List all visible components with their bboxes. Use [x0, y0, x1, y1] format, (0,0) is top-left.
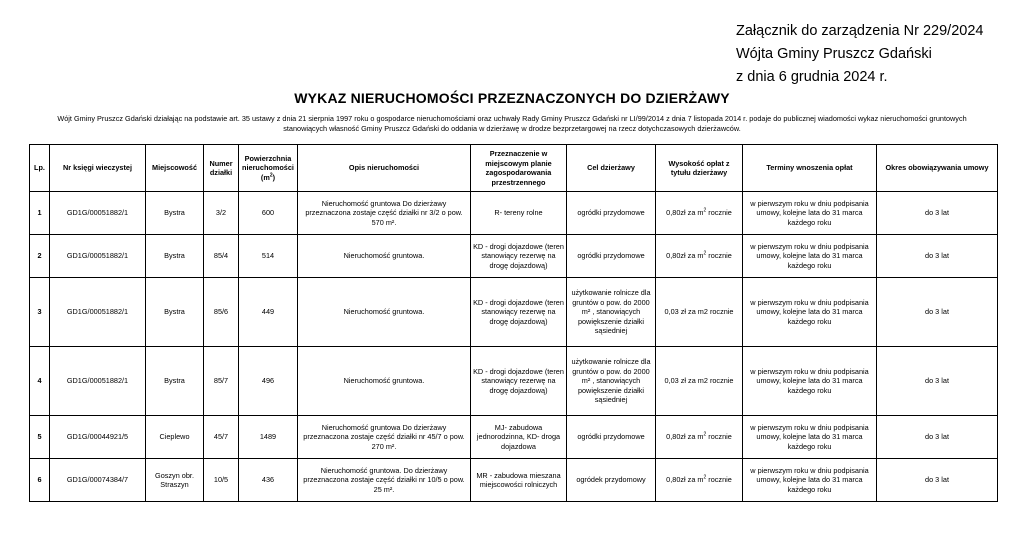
- cell-plot-number: 45/7: [204, 416, 239, 459]
- cell-description: Nieruchomość gruntowa.: [298, 235, 471, 278]
- cell-lease-fee: 0,80zł za $m^2$ rocznie: [656, 192, 743, 235]
- cell-description: Nieruchomość gruntowa.: [298, 278, 471, 347]
- cell-locality: Cieplewo: [146, 416, 204, 459]
- header-locality: Miejscowość: [146, 145, 204, 192]
- cell-payment-terms: w pierwszym roku w dniu podpisania umowy, kolejne lata do 31 marca każdego roku: [743, 459, 877, 502]
- cell-contract-period: do 3 lat: [877, 347, 998, 416]
- table-row: [30, 192, 998, 235]
- cell-payment-terms: w pierwszym roku w dniu podpisania umowy, kolejne lata do 31 marca każdego roku: [743, 192, 877, 235]
- property-table: [29, 144, 998, 502]
- header-lease-fee: Wysokość opłat z tytułu dzierżawy: [656, 145, 743, 192]
- cell-lease-purpose: ogródek przydomowy: [567, 459, 656, 502]
- cell-contract-period: do 3 lat: [877, 416, 998, 459]
- cell-land-register: GD1G/00074384/7: [50, 459, 146, 502]
- cell-zoning-plan: MR - zabudowa mieszana miejscowości rolniczych: [471, 459, 567, 502]
- cell-contract-period: do 3 lat: [877, 235, 998, 278]
- header-area: Powierzchnia nieruchomości $(m^2)$: [239, 145, 298, 192]
- cell-lp: 3: [30, 278, 50, 347]
- table-row: [30, 347, 998, 416]
- table-header-row: [30, 145, 998, 192]
- cell-lease-purpose: użytkowanie rolnicze dla gruntów o pow. do 2000 m² , stanowiących powiększenie działki sąsiedniej: [567, 278, 656, 347]
- cell-locality: Bystra: [146, 347, 204, 416]
- annex-line-2: Wójta Gminy Pruszcz Gdański: [736, 46, 932, 62]
- cell-locality: Bystra: [146, 278, 204, 347]
- cell-lp: 6: [30, 459, 50, 502]
- table-row: [30, 278, 998, 347]
- cell-land-register: GD1G/00051882/1: [50, 278, 146, 347]
- cell-payment-terms: w pierwszym roku w dniu podpisania umowy, kolejne lata do 31 marca każdego roku: [743, 347, 877, 416]
- header-land-register: Nr księgi wieczystej: [50, 145, 146, 192]
- header-plot-number: Numer działki: [204, 145, 239, 192]
- cell-lp: 2: [30, 235, 50, 278]
- cell-lp: 4: [30, 347, 50, 416]
- cell-description: Nieruchomość gruntowa.: [298, 347, 471, 416]
- header-lease-purpose: Cel dzierżawy: [567, 145, 656, 192]
- cell-description: Nieruchomość gruntowa Do dzierżawy przeznaczona zostaje część działki nr 3/2 o pow. 570 m².: [298, 192, 471, 235]
- cell-zoning-plan: KD - drogi dojazdowe (teren stanowiący rezerwę na drogę dojazdową): [471, 278, 567, 347]
- cell-land-register: GD1G/00051882/1: [50, 235, 146, 278]
- cell-lease-purpose: ogródki przydomowe: [567, 416, 656, 459]
- cell-area: 496: [239, 347, 298, 416]
- cell-locality: Goszyn obr. Straszyn: [146, 459, 204, 502]
- cell-payment-terms: w pierwszym roku w dniu podpisania umowy, kolejne lata do 31 marca każdego roku: [743, 235, 877, 278]
- cell-zoning-plan: KD - drogi dojazdowe (teren stanowiący rezerwę na drogę dojazdową): [471, 347, 567, 416]
- annex-line-3: z dnia 6 grudnia 2024 r.: [736, 69, 888, 85]
- cell-land-register: GD1G/00051882/1: [50, 192, 146, 235]
- table-row: [30, 416, 998, 459]
- intro-paragraph: Wójt Gminy Pruszcz Gdański działając na podstawie art. 35 ustawy z dnia 21 sierpnia 1997 roku o gospodarce nieruchomościami oraz uchwały Rady Gminy Pruszcz Gdański nr LI/99/2014 z dnia 7 listopada 2014 r. podaje do publicznej wiadomości wykaz nieruchomości gruntowych stanowiących własność Gminy Pruszcz Gdański do oddania w dzierżawę w drodze bezprzetargowej na rzecz dotychczasowych dzierżawców.: [57, 114, 967, 133]
- cell-plot-number: 10/5: [204, 459, 239, 502]
- header-description: Opis nieruchomości: [298, 145, 471, 192]
- cell-plot-number: 85/4: [204, 235, 239, 278]
- cell-payment-terms: w pierwszym roku w dniu podpisania umowy, kolejne lata do 31 marca każdego roku: [743, 278, 877, 347]
- cell-lease-fee: 0,80zł za $m^2$ rocznie: [656, 416, 743, 459]
- cell-zoning-plan: R- tereny rolne: [471, 192, 567, 235]
- cell-lp: 1: [30, 192, 50, 235]
- cell-lease-fee: 0,80zł za $m^2$ rocznie: [656, 459, 743, 502]
- header-contract-period: Okres obowiązywania umowy: [877, 145, 998, 192]
- cell-lease-purpose: ogródki przydomowe: [567, 192, 656, 235]
- cell-lp: 5: [30, 416, 50, 459]
- cell-lease-purpose: użytkowanie rolnicze dla gruntów o pow. do 2000 m² , stanowiących powiększenie działki sąsiedniej: [567, 347, 656, 416]
- cell-contract-period: do 3 lat: [877, 278, 998, 347]
- annex-line-1: Załącznik do zarządzenia Nr 229/2024: [736, 23, 984, 39]
- annex-header: [736, 20, 983, 89]
- cell-contract-period: do 3 lat: [877, 192, 998, 235]
- cell-land-register: GD1G/00044921/5: [50, 416, 146, 459]
- cell-land-register: GD1G/00051882/1: [50, 347, 146, 416]
- cell-payment-terms: w pierwszym roku w dniu podpisania umowy, kolejne lata do 31 marca każdego roku: [743, 416, 877, 459]
- cell-description: Nieruchomość gruntowa Do dzierżawy przeznaczona zostaje część działki nr 45/7 o pow. 270 m².: [298, 416, 471, 459]
- table-row: [30, 235, 998, 278]
- cell-plot-number: 3/2: [204, 192, 239, 235]
- cell-area: 514: [239, 235, 298, 278]
- cell-lease-fee: 0,03 zł za m2 rocznie: [656, 347, 743, 416]
- header-zoning-plan: Przeznaczenie w miejscowym planie zagospodarowania przestrzennego: [471, 145, 567, 192]
- cell-plot-number: 85/6: [204, 278, 239, 347]
- cell-locality: Bystra: [146, 235, 204, 278]
- header-payment-terms: Terminy wnoszenia opłat: [743, 145, 877, 192]
- cell-zoning-plan: MJ- zabudowa jednorodzinna, KD- droga dojazdowa: [471, 416, 567, 459]
- cell-area: 449: [239, 278, 298, 347]
- table-row: [30, 459, 998, 502]
- document-title: WYKAZ NIERUCHOMOŚCI PRZEZNACZONYCH DO DZIERŻAWY: [294, 90, 730, 106]
- cell-area: 436: [239, 459, 298, 502]
- cell-area: 600: [239, 192, 298, 235]
- cell-lease-fee: 0,03 zł za m2 rocznie: [656, 278, 743, 347]
- cell-zoning-plan: KD - drogi dojazdowe (teren stanowiący rezerwę na drogę dojazdową): [471, 235, 567, 278]
- cell-contract-period: do 3 lat: [877, 459, 998, 502]
- cell-description: Nieruchomość gruntowa. Do dzierżawy przeznaczona zostaje część działki nr 10/5 o pow. 25 m².: [298, 459, 471, 502]
- cell-lease-fee: 0,80zł za $m^2$ rocznie: [656, 235, 743, 278]
- cell-lease-purpose: ogródki przydomowe: [567, 235, 656, 278]
- cell-plot-number: 85/7: [204, 347, 239, 416]
- cell-locality: Bystra: [146, 192, 204, 235]
- header-lp: Lp.: [30, 145, 50, 192]
- cell-area: 1489: [239, 416, 298, 459]
